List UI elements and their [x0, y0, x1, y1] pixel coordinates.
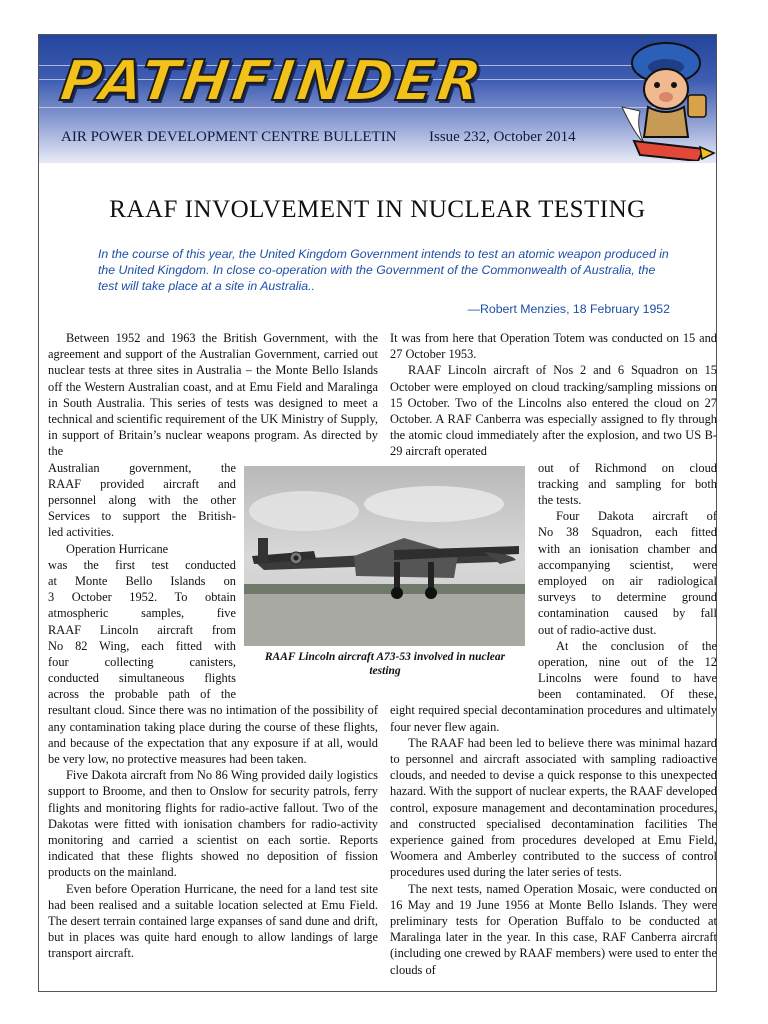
text-line: No 38 Squadron, each fitted: [538, 525, 717, 540]
paragraph: It was from here that Operation Totem was conducted on 15 and 27 October 1953.: [390, 331, 717, 362]
epigraph-quote: In the course of this year, the United Kingdom Government intends to test an atomic weapon produced in the United Kingdom. In close co-operation with the Government of the Commonwealth of Australia, the test will take place at a site in Australia..: [98, 247, 669, 293]
text-line: conducted simultaneous flights: [48, 671, 236, 686]
paragraph: Even before Operation Hurricane, the need for a land test site had been realised and a suitable location selected at Emu Field. The desert terrain contained large expanses of sand dune and drift, but in places was quite hard enough to allow landings of large transport aircraft.: [48, 881, 378, 961]
text-line: contamination caused by fall: [538, 606, 717, 621]
article-headline: RAAF INVOLVEMENT IN NUCLEAR TESTING: [109, 196, 646, 223]
paragraph: Between 1952 and 1963 the British Government, with the agreement and support of the Australian Government, carried out nuclear tests at three sites in Australia – the Monte Bello Islands off the Western Australian coast, and at Emu Field and Maralinga in South Australia. This series of tests was designed to meet a technical and scientific requirement of the UK Ministry of Supply, in support of Britain’s nuclear weapons program. As directed by the: [48, 331, 378, 459]
text-line: the tests.: [538, 493, 582, 507]
quote-attribution: —Robert Menzies, 18 February 1952: [467, 302, 670, 316]
text-line: surveys to determine ground: [538, 590, 717, 605]
text-line: was the first test conducted: [48, 557, 236, 572]
paragraph: RAAF Lincoln aircraft of Nos 2 and 6 Squadron on 15 October were employed on cloud tracking/sampling missions on 15 October. Two of the Lincolns also entered the cloud on 27 October. A RAF Canberra was especially assigned to fly through the atomic cloud immediately after the explosion, and two US B-29 aircraft operated: [390, 363, 717, 459]
paragraph: The RAAF had been led to believe there was minimal hazard to personnel and aircraft associated with sampling radioactive clouds, and needed to devise a quick response to this unexpected hazard. With the support of nuclear experts, the RAAF developed control, exposure management and decontamination procedures, and constructed specialised decontamination facilities The experience gained from procedures developed at Emu Field, Woomera and Amberley contributed to the success of control procedures used during the later series of tests.: [390, 735, 717, 880]
text-line: with an ionisation chamber and: [538, 541, 717, 556]
paragraph: resultant cloud. Since there was no intimation of the possibility of any contamination taking place during the course of these flights, and because of the expectation that any exposure if at all, would be very low, no protective measures had been taken.: [48, 703, 378, 767]
text-line: been contaminated. Of these,: [538, 687, 717, 702]
text-line: led activities.: [48, 525, 115, 540]
text-line: personnel along with the other: [48, 493, 236, 507]
paragraph: Five Dakota aircraft from No 86 Wing provided daily logistics support to Broome, and then to Onslow for security patrols, ferry flights and monitoring flights for radio-active fallout. Two of the Dakotas were fitted with ionisation chambers for radio-activity monitoring and carried a scientist on each sortie. Reports indicated that these flights showed no deposition of fission products on the mainland.: [48, 768, 378, 880]
masthead-subtitle: AIR POWER DEVELOPMENT CENTRE BULLETIN: [61, 129, 397, 145]
text-line: Services to support the British-: [48, 509, 236, 524]
text-line: operation, nine out of the 12: [538, 654, 717, 669]
text-line: out of Richmond on cloud: [538, 460, 717, 475]
aircraft-photo: [244, 466, 525, 646]
masthead: [39, 35, 716, 163]
issue-label: Issue 232, October 2014: [429, 129, 576, 145]
paragraph: The next tests, named Operation Mosaic, were conducted on 16 May and 19 June 1956 at Monte Bello Islands. They were preliminary tests for Operation Buffalo to be conducted at Maralinga later in the year. In this case, RAF Canberra aircraft (including one crewed by RAAF members) were used to enter the clouds of: [390, 881, 717, 977]
text-line: four collecting canisters,: [48, 654, 236, 669]
text-line: Operation Hurricane: [66, 541, 169, 556]
photo-caption: RAAF Lincoln aircraft A73-53 involved in nuclear testing: [264, 651, 506, 677]
text-line: across the probable path of the: [48, 687, 236, 702]
text-line: out of radio-active dust.: [538, 622, 657, 637]
text-line: accompanying scientist, were: [538, 557, 717, 572]
masthead-title: PATHFINDER: [56, 49, 489, 114]
text-line: At the conclusion of the: [556, 638, 717, 653]
text-line: employed on air radiological: [538, 573, 717, 588]
text-line: tracking and sampling for both: [538, 476, 717, 491]
text-line: 3 October 1952. To obtain: [48, 590, 236, 605]
text-line: RAAF Lincoln aircraft from: [48, 622, 236, 637]
text-line: No 82 Wing, each fitted with: [48, 638, 236, 653]
wrapped-text-block: [538, 460, 717, 703]
text-line: atmospheric samples, five: [48, 606, 236, 621]
text-line: Four Dakota aircraft of: [556, 509, 717, 524]
text-line: Australian government, the: [48, 460, 236, 475]
text-line: Lincolns were found to have: [538, 671, 717, 686]
pilot-mascot-icon: [614, 37, 716, 161]
wrapped-text-block: [48, 460, 236, 703]
text-line: RAAF provided aircraft and: [48, 476, 236, 491]
text-line: at Monte Bello Islands on: [48, 573, 236, 588]
paragraph: eight required special decontamination procedures and ultimately four never flew again.: [390, 703, 717, 734]
